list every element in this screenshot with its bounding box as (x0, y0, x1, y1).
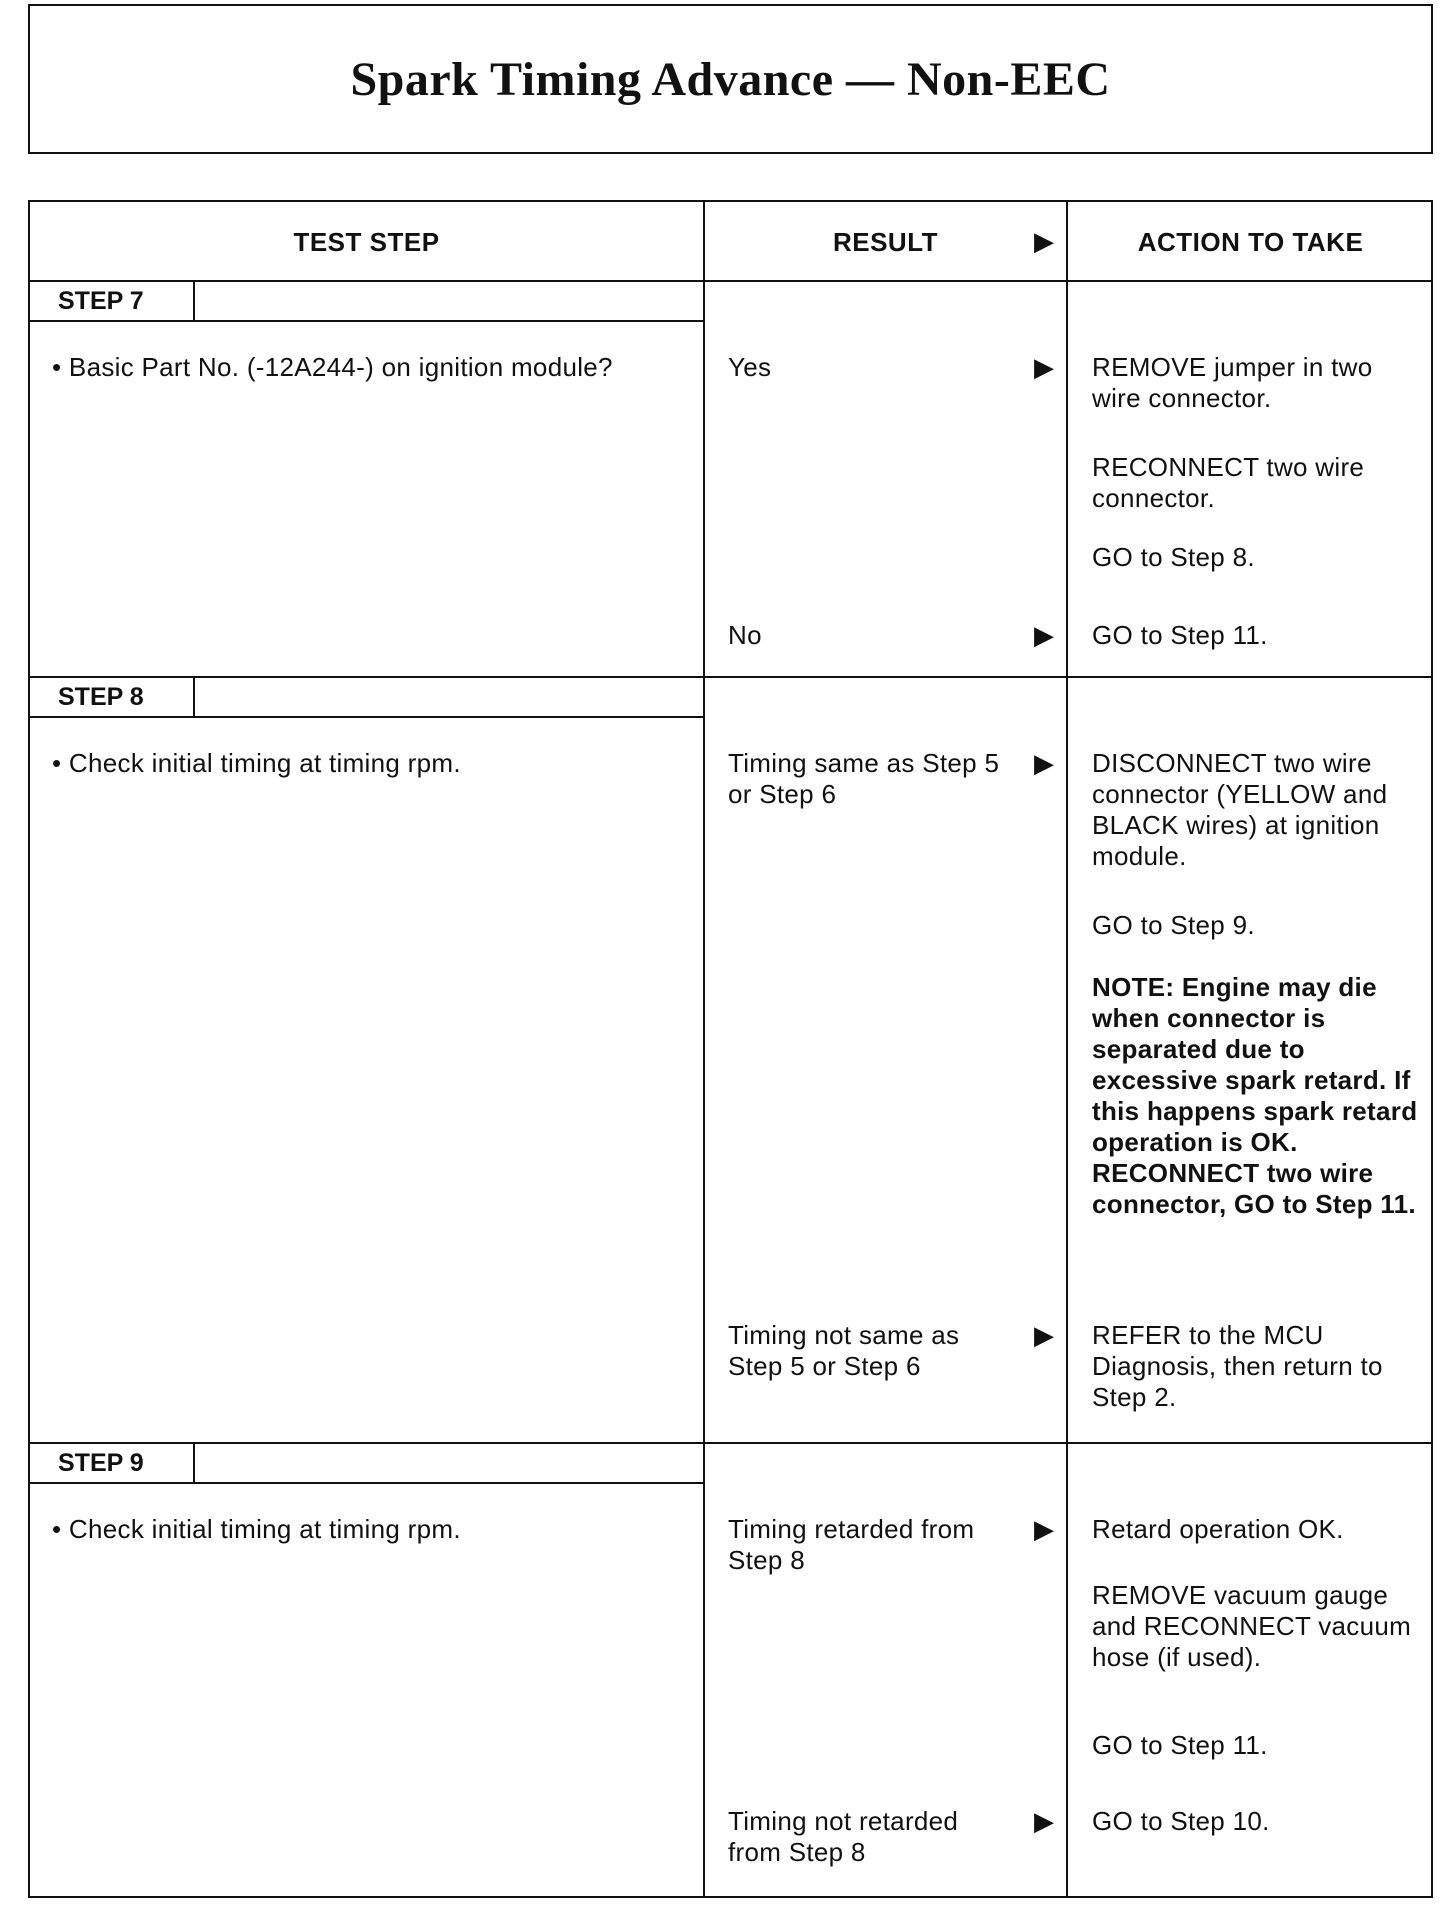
step-7-yes-arrow-icon: ▶ (1034, 352, 1054, 382)
step-9-not-retarded-action-1: GO to Step 10. (1092, 1806, 1270, 1836)
step-8-label: STEP 8 (30, 678, 195, 716)
step-7-label-box (30, 282, 705, 322)
title-box (28, 4, 1433, 154)
step-9-retarded-action-1: Retard operation OK. (1092, 1514, 1344, 1544)
step-8-result-not-same: Timing not same as Step 5 or Step 6 (728, 1320, 960, 1381)
step-7-yes-action-2: RECONNECT two wire connector. (1092, 452, 1365, 513)
step-7-test: • Basic Part No. (-12A244-) on ignition module? (52, 352, 613, 382)
step-7-no-action-1: GO to Step 11. (1092, 620, 1268, 650)
step-7-result-yes: Yes (728, 352, 772, 382)
step-9-result-retarded: Timing retarded from Step 8 (728, 1514, 975, 1575)
step-9-retarded-action-3: GO to Step 11. (1092, 1730, 1268, 1760)
step-8-test: • Check initial timing at timing rpm. (52, 748, 461, 778)
step-8-same-arrow-icon: ▶ (1034, 748, 1054, 778)
step-8-not-same-arrow-icon: ▶ (1034, 1320, 1054, 1350)
step-8-note: NOTE: Engine may die when connector is separated due to excessive spark retard. If this happens spark retard operation is OK. RECONNECT two wire connector, GO to Step 11. (1092, 972, 1418, 1219)
column-divider-2 (1066, 202, 1068, 1896)
step-7-result-no: No (728, 620, 762, 650)
step-7-yes-action-1: REMOVE jumper in two wire connector. (1092, 352, 1373, 413)
header-result (705, 202, 1066, 282)
page-title: Spark Timing Advance — Non-EEC (350, 52, 1111, 106)
step-9-test: • Check initial timing at timing rpm. (52, 1514, 461, 1544)
step-9-label-box (30, 1444, 705, 1484)
step-7-yes-action-3: GO to Step 8. (1092, 542, 1255, 572)
step-9-not-retarded-arrow-icon: ▶ (1034, 1806, 1054, 1836)
step-9-retarded-action-2: REMOVE vacuum gauge and RECONNECT vacuum hose (if used). (1092, 1580, 1412, 1672)
step-7-no-arrow-icon: ▶ (1034, 620, 1054, 650)
step-8-not-same-action-1: REFER to the MCU Diagnosis, then return to Step 2. (1092, 1320, 1383, 1412)
step-9-label: STEP 9 (30, 1444, 195, 1482)
step-8-label-box (30, 678, 705, 718)
header-action: ACTION TO TAKE (1137, 226, 1364, 257)
column-divider-1 (703, 202, 705, 1896)
header-arrow-icon: ▶ (1034, 226, 1054, 256)
header-test-step: TEST STEP (293, 226, 440, 257)
step-8-same-action-1: DISCONNECT two wire connector (YELLOW and BLACK wires) at ignition module. (1092, 748, 1388, 871)
step-8-same-action-2: GO to Step 9. (1092, 910, 1255, 940)
diagnostic-table (28, 200, 1433, 1898)
step-9-retarded-arrow-icon: ▶ (1034, 1514, 1054, 1544)
header-result-label: RESULT (832, 226, 939, 257)
step-8-result-same: Timing same as Step 5 or Step 6 (728, 748, 1000, 809)
step-7-label: STEP 7 (30, 282, 195, 320)
step-9-result-not-retarded: Timing not retarded from Step 8 (728, 1806, 959, 1867)
